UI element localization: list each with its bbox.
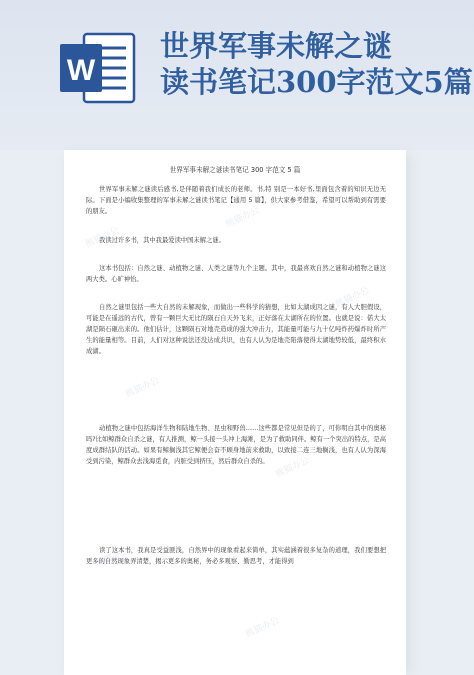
paragraph: 读了这本书，我真是受益匪浅，自然界中的现象看起来简单，其实蕴涵着很多复杂的道理，我们要想把更多的自然现象弄清楚，揭示更多的奥秘，务必多观察、勤思考，才能得到	[86, 547, 386, 565]
watermark: 熊猫办公	[334, 285, 372, 311]
watermark: 熊猫办公	[274, 455, 312, 481]
watermark: 熊猫办公	[224, 205, 262, 231]
watermark: 熊猫办公	[84, 225, 122, 251]
page-title-line2: 读书笔记300字范文5篇	[160, 65, 473, 99]
watermark: 熊猫办公	[124, 375, 162, 401]
watermark: 熊猫办公	[244, 615, 282, 641]
header-banner	[0, 0, 474, 150]
paragraph: 动植物之谜中包括海洋生物和陆地生物、昆虫和野兽……这些都是常见但是的了，可你明白其中的奥秘吗?比如鲸群众自杀之谜，有人推测，鲸一头接一头冲上海滩，是为了救助同伴。鲸有一个突出的特点，是高度成群结队的活动。如果有鲸搁浅其它鲸便会奋不顾身地前来救助，以致接二连三地搁浅，也有人认为深海受到污染，鲸群众去浅海觅食，内脏受到挤压，然后群众自杀的。	[86, 425, 386, 465]
paragraph: 我读过许多书，其中我最爱读中国未解之谜。	[99, 237, 225, 244]
logo-letter: W	[66, 54, 96, 87]
paragraph: 世界军事未解之谜读后感书,是伴随着我们成长的老师。书,特 别是一本好书,里面包含着的知识无边无际。下面是小编收集整理的军事未解之谜读书笔记【通用 5 篇】，供大家参考借鉴，希望可以帮助到有需要的朋友。	[86, 186, 386, 215]
page-title-line1: 世界军事未解之谜	[160, 29, 393, 63]
paragraph: 自然之谜里包括一些大自然的未解现象，而做出一些科学的猜想，比如太湖成因之谜，有人大胆假设，可能是在遥远的古代，曾有一颗巨大无比的陨石自天外飞来，正好落在太湖所在的位置。也就是说：偌大太湖是陨石砸出来的。他们估计，这颗陨石对地壳造成的强大冲击力，其能量可能与九十亿吨炸药爆炸时所产生的能量相等。目前，人们对这种说法还没达成共识，也有人认为是地壳陷落使得太湖地势较低，最终积水成湖。	[86, 304, 386, 355]
word-document-icon	[58, 30, 138, 106]
document-page	[64, 150, 406, 675]
paragraph: 这本书包括：自然之谜、动植物之谜、人类之谜等九个主题。其中，我最喜欢自然之谜和动植物之谜这两大类。心旷神怡。	[86, 265, 386, 283]
document-title: 世界军事未解之谜读书笔记 300 字范文 5 篇	[169, 166, 301, 174]
watermark: 熊猫办公	[94, 545, 132, 571]
